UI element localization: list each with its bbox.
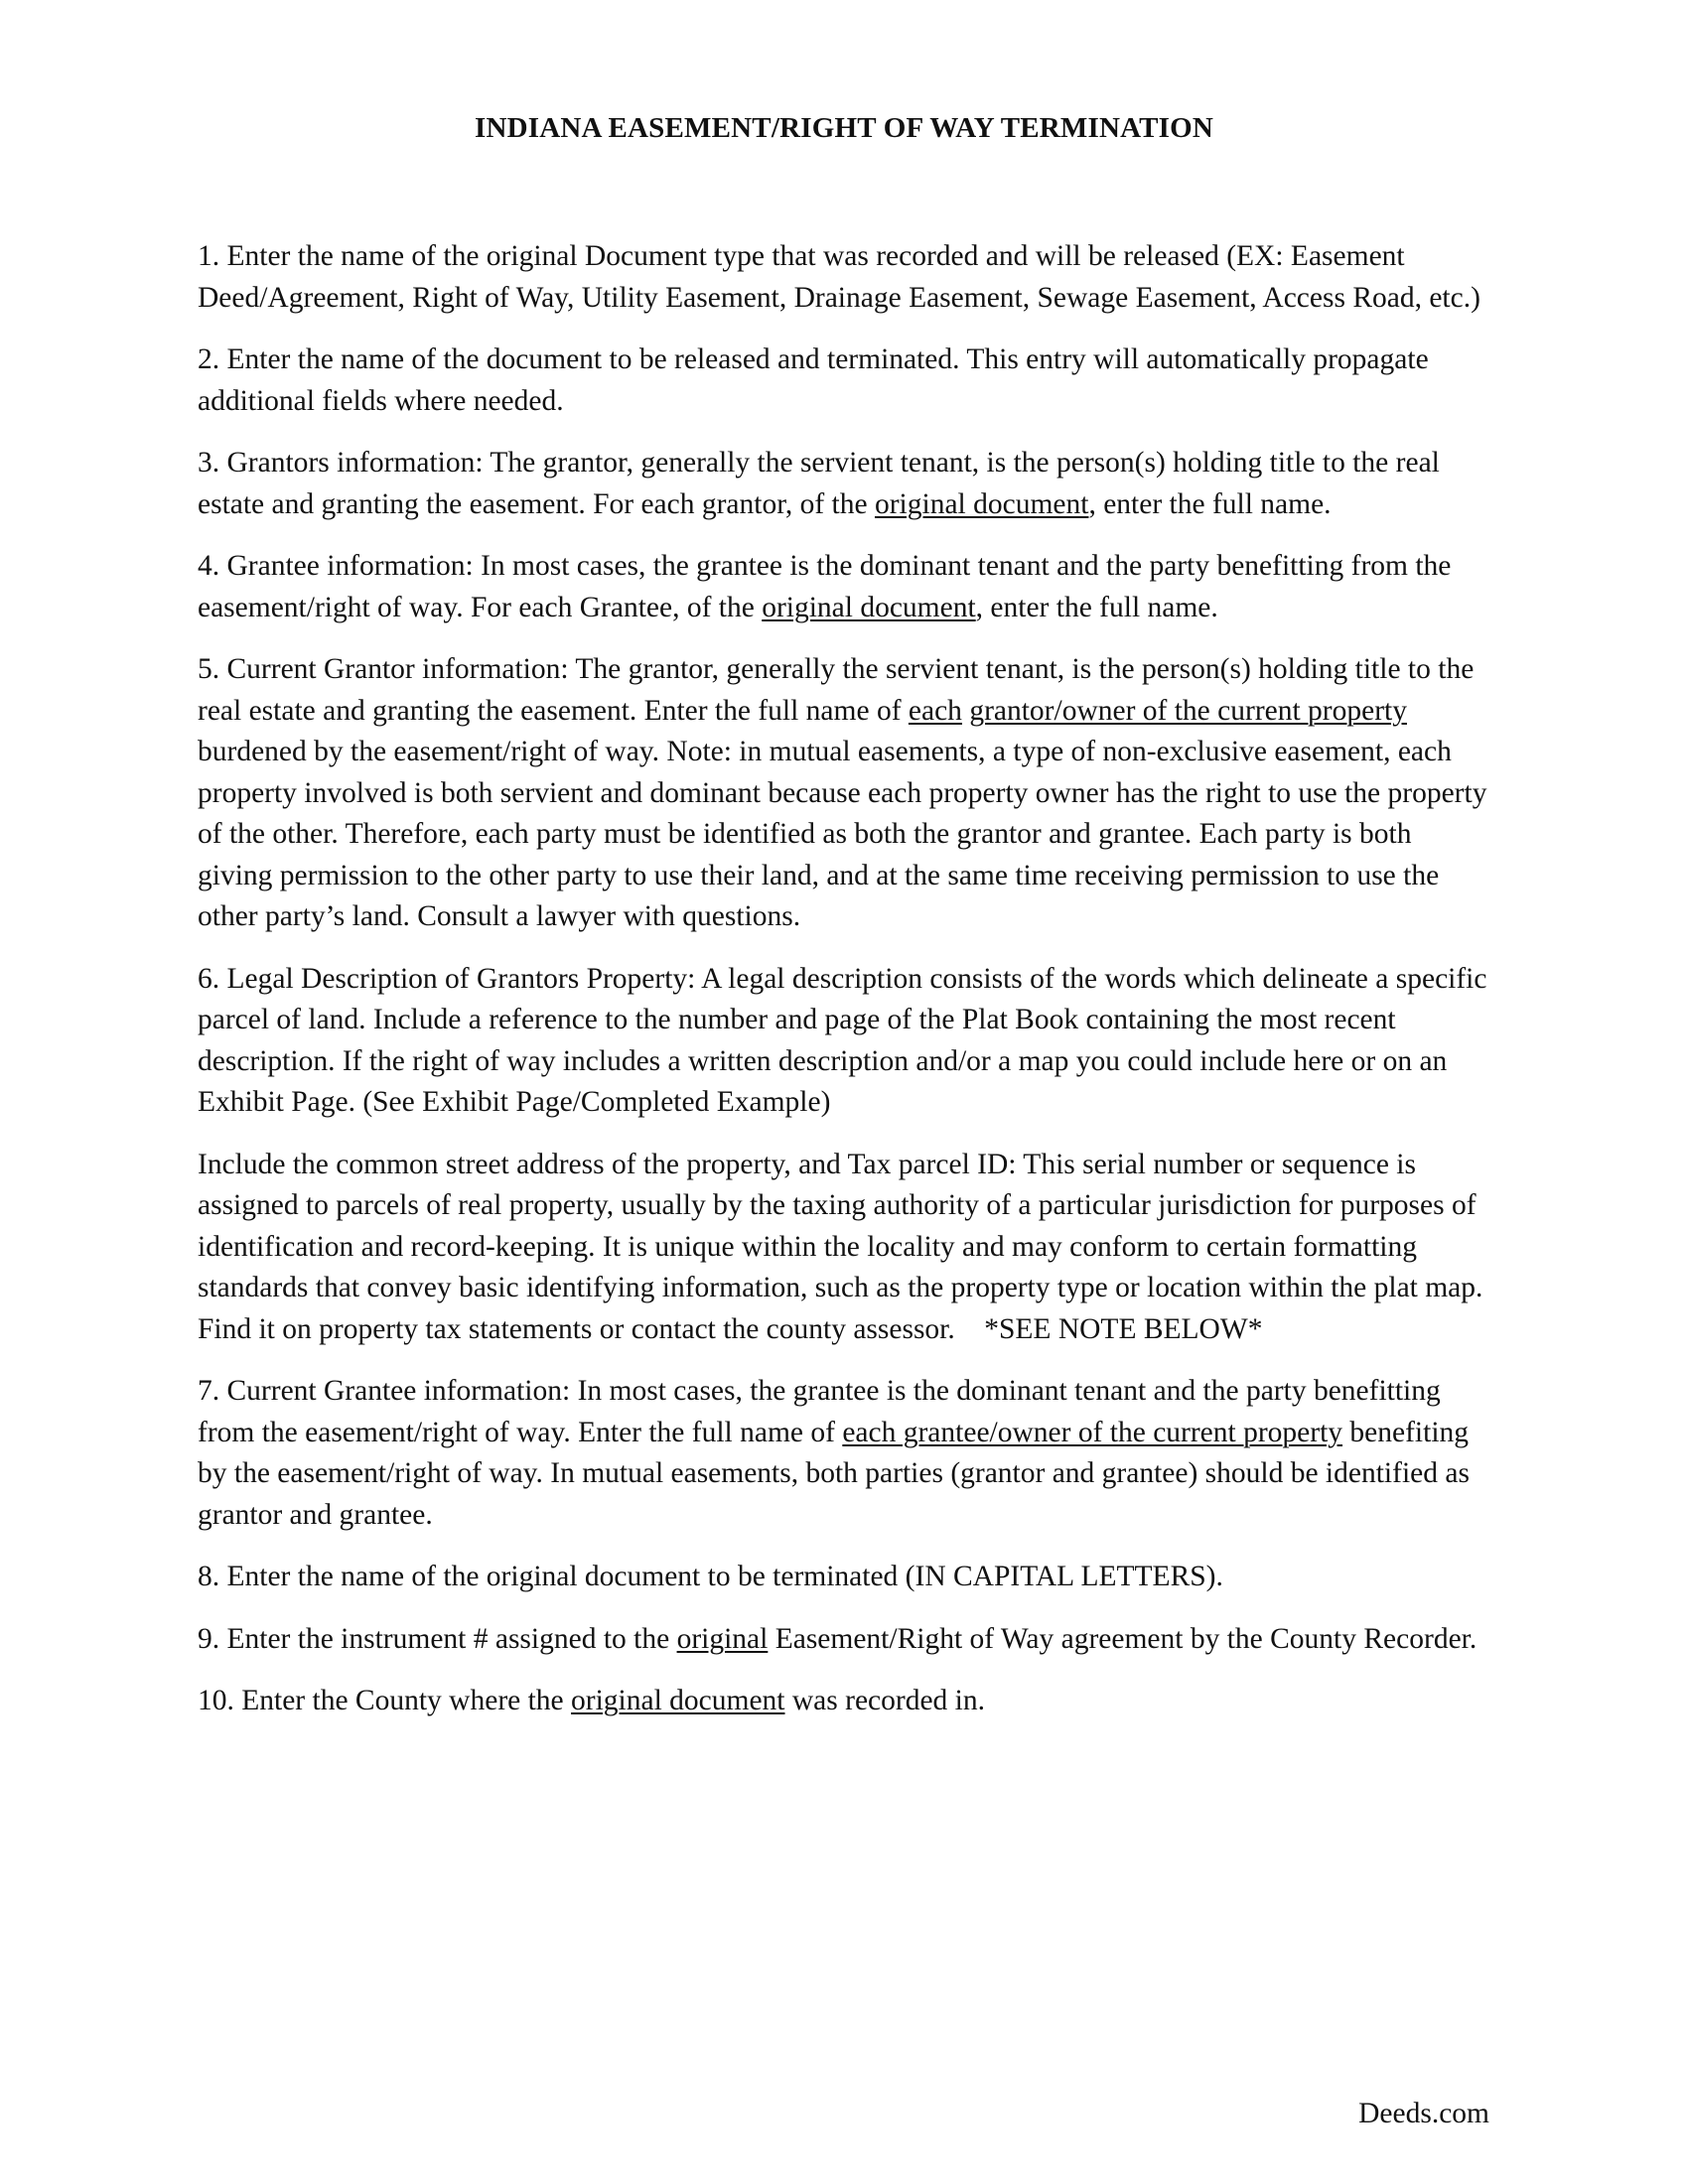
instruction-6: 6. Legal Description of Grantors Property: A legal description consists of the words which delineate a specific parcel of land. Include a reference to the number and page of the Plat Book containing the most recent description. If the right of way includes a written description and/or a map you could include here or on an Exhibit Page. (See Exhibit Page/Completed Example) (198, 962, 1487, 1118)
instruction-9: 9. Enter the instrument # assigned to the original Easement/Right of Way agreement by the County Recorder. (198, 1622, 1477, 1655)
instruction-4: 4. Grantee information: In most cases, the grantee is the dominant tenant and the party benefitting from the easement/right of way. For each Grantee, of the original document, enter the full name. (198, 550, 1452, 623)
underlined-original: original (676, 1622, 769, 1655)
underlined-original-document: original document (762, 591, 976, 623)
instruction-8: 8. Enter the name of the original document to be terminated (IN CAPITAL LETTERS). (198, 1561, 1223, 1592)
underlined-original-document: original document (874, 487, 1089, 520)
instruction-3: 3. Grantors information: The grantor, generally the servient tenant, is the person(s) holding title to the real estate and granting the easement. For each grantor, of the original document, enter the full name. (198, 447, 1440, 520)
instruction-5: 5. Current Grantor information: The grantor, generally the servient tenant, is the person(s) holding title to the real estate and granting the easement. Enter the full name of each grantor/owner of the current property burdened by the easement/right of way. Note: in mutual easements, a type of non-exclusive easement, each property involved is both servient and dominant because each property owner has the right to use the property of the other. Therefore, each party must be identified as both the grantor and grantee. Each party is both giving permission to the other party to use their land, and at the same time receiving permission to use the other party’s land. Consult a lawyer with questions. (198, 653, 1487, 932)
instruction-2: 2. Enter the name of the document to be released and terminated. This entry will automatically propagate additional fields where needed. (198, 343, 1429, 417)
underlined-grantee-owner: each grantee/owner of the current property (842, 1416, 1343, 1448)
instructions-body (198, 236, 1493, 1743)
footer-brand: Deeds.com (1358, 2098, 1489, 2129)
underlined-grantor-owner: grantor/owner of the current property (969, 694, 1407, 727)
instruction-10: 10. Enter the County where the original document was recorded in. (198, 1685, 986, 1716)
instruction-6-address-note: Include the common street address of the property, and Tax parcel ID: This serial number or sequence is assigned to parcels of real property, usually by the taxing authority of a particular jurisdiction for purposes of identification and record-keeping. It is unique within the locality and may conform to certain formatting standards that convey basic identifying information, such as the property type or location within the plat map. Find it on property tax statements or contact the county assessor. *SEE NOTE BELOW* (198, 1148, 1490, 1345)
instruction-7: 7. Current Grantee information: In most cases, the grantee is the dominant tenant and the party benefitting from the easement/right of way. Enter the full name of each grantee/owner of the current property benefiting by the easement/right of way. In mutual easements, both parties (grantor and grantee) should be identified as grantor and grantee. (198, 1375, 1470, 1531)
instruction-1: 1. Enter the name of the original Document type that was recorded and will be released (EX: Easement Deed/Agreement, Right of Way, Utility Easement, Drainage Easement, Sewage Easement, Access Road, etc.) (198, 240, 1480, 314)
underlined-each: each (908, 694, 962, 727)
document-title: INDIANA EASEMENT/RIGHT OF WAY TERMINATION (474, 112, 1214, 144)
underlined-original-document: original document (571, 1685, 785, 1716)
